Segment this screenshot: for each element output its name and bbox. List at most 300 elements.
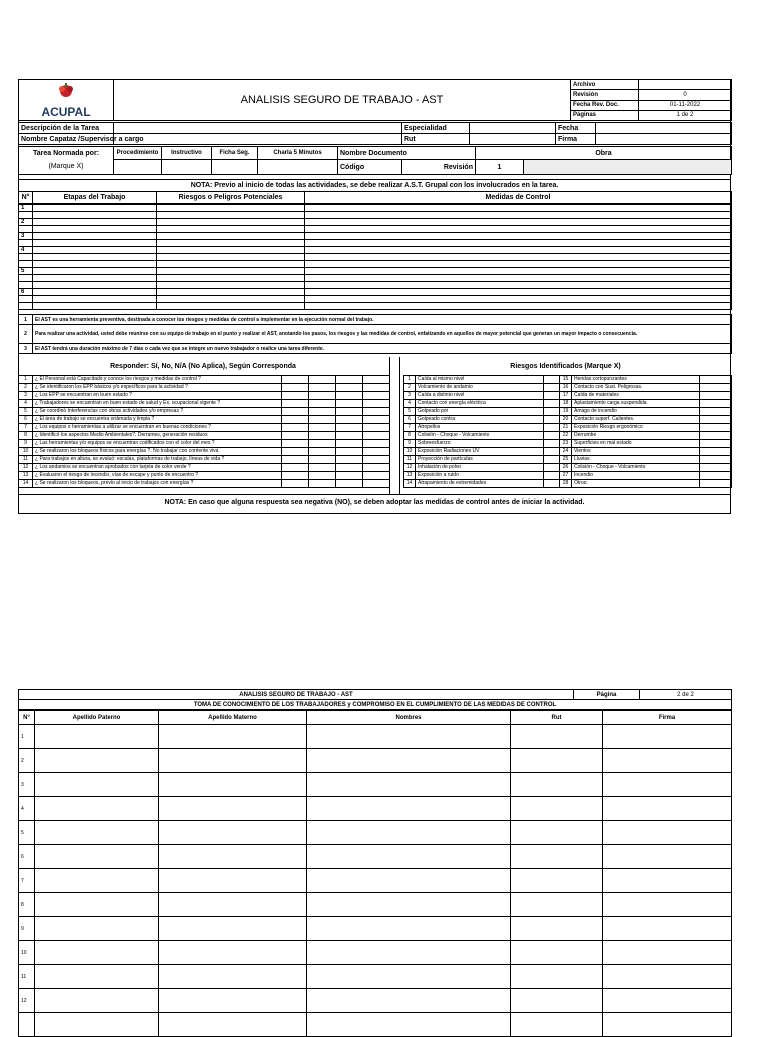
- medida-field[interactable]: [305, 226, 732, 233]
- worker-firma-field[interactable]: [603, 941, 732, 965]
- riesgo-field[interactable]: [157, 205, 305, 212]
- col-header-apellido-materno: Apellido Materno: [159, 711, 307, 725]
- field-obra[interactable]: [524, 160, 732, 175]
- answer-cell[interactable]: [309, 416, 336, 424]
- worker-row: [19, 773, 732, 797]
- answer-cell[interactable]: [336, 440, 363, 448]
- etapa-number: [19, 261, 33, 268]
- answer-cell[interactable]: [363, 456, 390, 464]
- risk-check[interactable]: [544, 432, 560, 440]
- worker-rut-field[interactable]: [511, 965, 603, 989]
- risk-label: Superficies en mal estado: [572, 440, 700, 448]
- answer-cell[interactable]: [336, 384, 363, 392]
- worker-rut-field[interactable]: [511, 773, 603, 797]
- risk-check[interactable]: [700, 400, 732, 408]
- medida-field[interactable]: [305, 282, 732, 289]
- field-firma[interactable]: [596, 134, 732, 145]
- answer-cell[interactable]: [309, 392, 336, 400]
- answer-cell[interactable]: [309, 384, 336, 392]
- etapa-field[interactable]: [33, 205, 157, 212]
- worker-row: [19, 941, 732, 965]
- answer-cell[interactable]: [363, 376, 390, 384]
- worker-firma-field[interactable]: [603, 965, 732, 989]
- risk-row: [404, 480, 732, 488]
- nota-final: NOTA: En caso que alguna respuesta sea negativa (NO), se deben adoptar las medidas de control antes de iniciar la actividad.: [18, 494, 731, 515]
- worker-rut-field[interactable]: [511, 845, 603, 869]
- worker-nombres-field[interactable]: [307, 965, 511, 989]
- etapa-field[interactable]: [33, 275, 157, 282]
- risk-number: 27: [560, 472, 572, 480]
- risk-label: Atrapamiento de extremidades: [416, 480, 544, 488]
- worker-apellido-paterno-field[interactable]: [35, 893, 159, 917]
- answer-cell[interactable]: [282, 448, 309, 456]
- worker-firma-field[interactable]: [603, 773, 732, 797]
- risk-label: Proyección de partículas: [416, 456, 544, 464]
- worker-apellido-paterno-field[interactable]: [35, 797, 159, 821]
- answer-cell[interactable]: [336, 456, 363, 464]
- worker-firma-field[interactable]: [603, 821, 732, 845]
- field-especialidad[interactable]: [470, 123, 556, 134]
- question-number: 5: [19, 408, 33, 416]
- responder-title: Responder: Sí, No, N/A (No Aplica), Según Corresponda: [110, 363, 296, 370]
- note-number: 3: [19, 344, 33, 354]
- worker-nombres-field[interactable]: [307, 989, 511, 1013]
- riesgo-field[interactable]: [157, 282, 305, 289]
- answer-cell[interactable]: [282, 400, 309, 408]
- risk-number: 4: [404, 400, 416, 408]
- worker-firma-field[interactable]: [603, 797, 732, 821]
- worker-number: 3: [19, 773, 35, 797]
- col-header-nombres: Nombres: [307, 711, 511, 725]
- medida-field[interactable]: [305, 247, 732, 254]
- worker-apellido-materno-field[interactable]: [159, 773, 307, 797]
- answer-cell[interactable]: [309, 424, 336, 432]
- answer-cell[interactable]: [282, 472, 309, 480]
- risk-number: 6: [404, 416, 416, 424]
- worker-firma-field[interactable]: [603, 917, 732, 941]
- etapa-number: 2: [19, 219, 33, 226]
- question-text: ¿ Se coordinó Interferencias con obras actividades y/o empresas ?: [33, 408, 282, 416]
- risk-check[interactable]: [544, 376, 560, 384]
- page2-title: ANALISIS SEGURO DE TRABAJO - AST: [19, 690, 574, 700]
- answer-cell[interactable]: [309, 400, 336, 408]
- answer-cell[interactable]: [363, 416, 390, 424]
- riesgo-field[interactable]: [157, 233, 305, 240]
- page2-table: [18, 710, 732, 1037]
- answer-cell[interactable]: [336, 400, 363, 408]
- risk-check[interactable]: [544, 480, 560, 488]
- worker-nombres-field[interactable]: [307, 893, 511, 917]
- medida-field[interactable]: [305, 254, 732, 261]
- risk-label: Sobreesfuerzo: [416, 440, 544, 448]
- answer-cell[interactable]: [309, 464, 336, 472]
- question-row: [19, 456, 390, 464]
- question-row: [19, 392, 390, 400]
- risk-check[interactable]: [700, 424, 732, 432]
- etapa-number: [19, 303, 33, 310]
- risk-label: Otros:: [572, 480, 700, 488]
- worker-apellido-materno-field[interactable]: [159, 1013, 307, 1037]
- answer-cell[interactable]: [336, 416, 363, 424]
- etapas-body: [18, 204, 732, 310]
- document-title: ANALISIS SEGURO DE TRABAJO - AST: [114, 80, 571, 121]
- answer-cell[interactable]: [336, 408, 363, 416]
- worker-apellido-materno-field[interactable]: [159, 869, 307, 893]
- riesgo-field[interactable]: [157, 240, 305, 247]
- riesgo-field[interactable]: [157, 289, 305, 296]
- risk-check[interactable]: [700, 480, 732, 488]
- worker-nombres-field[interactable]: [307, 1013, 511, 1037]
- answer-cell[interactable]: [363, 384, 390, 392]
- acupal-logo-icon: [51, 83, 81, 101]
- answer-cell[interactable]: [282, 376, 309, 384]
- header-table: [18, 79, 732, 121]
- worker-apellido-paterno-field[interactable]: [35, 845, 159, 869]
- answer-cell[interactable]: [363, 432, 390, 440]
- etapa-field[interactable]: [33, 303, 157, 310]
- answer-cell[interactable]: [336, 424, 363, 432]
- risk-row: [404, 464, 732, 472]
- risk-check[interactable]: [544, 392, 560, 400]
- worker-rut-field[interactable]: [511, 1013, 603, 1037]
- worker-apellido-materno-field[interactable]: [159, 965, 307, 989]
- answer-cell[interactable]: [336, 392, 363, 400]
- risk-row: [404, 416, 732, 424]
- worker-apellido-paterno-field[interactable]: [35, 917, 159, 941]
- check-ficha-seg[interactable]: [212, 160, 258, 175]
- risk-number: 25: [560, 456, 572, 464]
- etapa-number: 4: [19, 247, 33, 254]
- riesgo-field[interactable]: [157, 296, 305, 303]
- medida-field[interactable]: [305, 268, 732, 275]
- risk-number: 2: [404, 384, 416, 392]
- label-firma: Firma: [556, 134, 596, 145]
- riesgo-field[interactable]: [157, 275, 305, 282]
- risk-row: [404, 408, 732, 416]
- worker-apellido-materno-field[interactable]: [159, 821, 307, 845]
- question-row: [19, 480, 390, 488]
- risk-number: 11: [404, 456, 416, 464]
- answer-cell[interactable]: [309, 432, 336, 440]
- worker-number: 6: [19, 845, 35, 869]
- question-number: 12: [19, 464, 33, 472]
- worker-rut-field[interactable]: [511, 917, 603, 941]
- risk-check[interactable]: [544, 424, 560, 432]
- risk-number: 1: [404, 376, 416, 384]
- page2-pagina-value: 2 de 2: [640, 690, 732, 700]
- answer-cell[interactable]: [309, 448, 336, 456]
- worker-apellido-paterno-field[interactable]: [35, 965, 159, 989]
- etapas-header-medidas: Medidas de Control: [305, 192, 732, 204]
- label-especialidad: Especialidad: [402, 123, 470, 134]
- worker-nombres-field[interactable]: [307, 797, 511, 821]
- etapa-field[interactable]: [33, 233, 157, 240]
- worker-apellido-materno-field[interactable]: [159, 989, 307, 1013]
- note-text: El AST es una herramienta preventiva, destinada a conocer los riesgos y medidas de control a implementar en la ejecución normal del trabajo.: [33, 315, 732, 325]
- worker-rut-field[interactable]: [511, 869, 603, 893]
- worker-nombres-field[interactable]: [307, 869, 511, 893]
- answer-cell[interactable]: [309, 376, 336, 384]
- risk-check[interactable]: [700, 464, 732, 472]
- answer-cell[interactable]: [363, 392, 390, 400]
- field-fecha[interactable]: [596, 123, 732, 134]
- logo: [19, 80, 114, 121]
- col-header-n: N°: [19, 711, 35, 725]
- meta-value-fecha-rev: 01-11-2022: [639, 100, 732, 110]
- risk-row: [404, 424, 732, 432]
- question-number: 1: [19, 376, 33, 384]
- etapa-field[interactable]: [33, 282, 157, 289]
- risk-number: 18: [560, 400, 572, 408]
- riesgo-field[interactable]: [157, 219, 305, 226]
- etapa-field[interactable]: [33, 268, 157, 275]
- question-text: ¿ Los andamios se encuentran aprobados con tarjeta de color verde ?: [33, 464, 282, 472]
- worker-nombres-field[interactable]: [307, 821, 511, 845]
- answer-cell[interactable]: [282, 432, 309, 440]
- etapa-field[interactable]: [33, 254, 157, 261]
- worker-row: [19, 1013, 732, 1037]
- etapas-header-etapas: Etapas del Trabajo: [33, 192, 157, 204]
- etapa-number: [19, 254, 33, 261]
- riesgo-field[interactable]: [157, 268, 305, 275]
- worker-nombres-field[interactable]: [307, 725, 511, 749]
- answer-cell[interactable]: [336, 464, 363, 472]
- worker-apellido-materno-field[interactable]: [159, 941, 307, 965]
- answer-cell[interactable]: [336, 432, 363, 440]
- label-tarea-normada: Tarea Normada por:: [19, 147, 114, 160]
- worker-apellido-paterno-field[interactable]: [35, 773, 159, 797]
- answer-cell[interactable]: [336, 472, 363, 480]
- medida-field[interactable]: [305, 233, 732, 240]
- risk-number: 22: [560, 432, 572, 440]
- answer-cell[interactable]: [309, 440, 336, 448]
- worker-apellido-paterno-field[interactable]: [35, 821, 159, 845]
- risk-row: [404, 392, 732, 400]
- check-procedimiento[interactable]: [114, 160, 162, 175]
- worker-apellido-materno-field[interactable]: [159, 845, 307, 869]
- worker-nombres-field[interactable]: [307, 845, 511, 869]
- answer-cell[interactable]: [363, 424, 390, 432]
- question-text: ¿ El área de trabajo se encuentra ordenada y limpia ?: [33, 416, 282, 424]
- field-descripcion[interactable]: [114, 123, 402, 134]
- worker-apellido-materno-field[interactable]: [159, 749, 307, 773]
- medida-field[interactable]: [305, 219, 732, 226]
- risk-check[interactable]: [544, 400, 560, 408]
- answer-cell[interactable]: [282, 384, 309, 392]
- risk-check[interactable]: [700, 416, 732, 424]
- page2-header: [18, 689, 732, 710]
- medida-field[interactable]: [305, 240, 732, 247]
- answer-cell[interactable]: [309, 408, 336, 416]
- answer-cell[interactable]: [282, 392, 309, 400]
- worker-firma-field[interactable]: [603, 1013, 732, 1037]
- medida-field[interactable]: [305, 205, 732, 212]
- riesgo-field[interactable]: [157, 212, 305, 219]
- risk-check[interactable]: [544, 448, 560, 456]
- etapa-field[interactable]: [33, 289, 157, 296]
- risk-label: Aplastamiento carga suspendida: [572, 400, 700, 408]
- worker-apellido-materno-field[interactable]: [159, 893, 307, 917]
- etapa-field[interactable]: [33, 240, 157, 247]
- worker-firma-field[interactable]: [603, 749, 732, 773]
- worker-number: 10: [19, 941, 35, 965]
- riesgo-field[interactable]: [157, 226, 305, 233]
- risks-table: [403, 375, 732, 488]
- question-row: [19, 472, 390, 480]
- etapa-field[interactable]: [33, 212, 157, 219]
- risk-check[interactable]: [544, 456, 560, 464]
- risk-number: 15: [560, 376, 572, 384]
- riesgo-field[interactable]: [157, 261, 305, 268]
- worker-apellido-materno-field[interactable]: [159, 797, 307, 821]
- risk-check[interactable]: [700, 456, 732, 464]
- check-charla[interactable]: [258, 160, 338, 175]
- risk-label: Contacto con Sust. Peligrosas.: [572, 384, 700, 392]
- medida-field[interactable]: [305, 289, 732, 296]
- answer-cell[interactable]: [309, 456, 336, 464]
- risk-check[interactable]: [544, 464, 560, 472]
- field-capataz[interactable]: [114, 134, 402, 145]
- worker-apellido-paterno-field[interactable]: [35, 749, 159, 773]
- etapa-field[interactable]: [33, 261, 157, 268]
- worker-firma-field[interactable]: [603, 893, 732, 917]
- answer-cell[interactable]: [282, 424, 309, 432]
- riesgo-field[interactable]: [157, 303, 305, 310]
- answer-cell[interactable]: [282, 480, 309, 488]
- note-number: 1: [19, 315, 33, 325]
- medida-field[interactable]: [305, 275, 732, 282]
- worker-apellido-paterno-field[interactable]: [35, 869, 159, 893]
- medida-field[interactable]: [305, 296, 732, 303]
- risk-check[interactable]: [700, 448, 732, 456]
- etapa-number: 6: [19, 289, 33, 296]
- answer-cell[interactable]: [336, 376, 363, 384]
- answer-cell[interactable]: [363, 472, 390, 480]
- worker-row: [19, 821, 732, 845]
- notes-table: [18, 314, 732, 354]
- risk-check[interactable]: [544, 408, 560, 416]
- risk-check[interactable]: [544, 416, 560, 424]
- risk-check[interactable]: [700, 440, 732, 448]
- answer-cell[interactable]: [363, 440, 390, 448]
- answer-cell[interactable]: [309, 480, 336, 488]
- risk-row: [404, 440, 732, 448]
- answer-cell[interactable]: [282, 408, 309, 416]
- worker-nombres-field[interactable]: [307, 941, 511, 965]
- risk-row: [404, 472, 732, 480]
- etapa-field[interactable]: [33, 219, 157, 226]
- risk-number: 5: [404, 408, 416, 416]
- risk-label: Colisión - Choque - Volcamiento: [572, 464, 700, 472]
- field-rut[interactable]: [470, 134, 556, 145]
- worker-row: [19, 917, 732, 941]
- worker-row: [19, 749, 732, 773]
- answer-cell[interactable]: [336, 480, 363, 488]
- check-instructivo[interactable]: [162, 160, 212, 175]
- risk-check[interactable]: [700, 392, 732, 400]
- answer-cell[interactable]: [282, 456, 309, 464]
- worker-nombres-field[interactable]: [307, 773, 511, 797]
- answer-cell[interactable]: [363, 408, 390, 416]
- risk-number: 17: [560, 392, 572, 400]
- risk-check[interactable]: [700, 376, 732, 384]
- answer-cell[interactable]: [363, 400, 390, 408]
- risk-check[interactable]: [700, 384, 732, 392]
- question-row: [19, 384, 390, 392]
- risk-check[interactable]: [700, 432, 732, 440]
- worker-firma-field[interactable]: [603, 989, 732, 1013]
- worker-number: 8: [19, 893, 35, 917]
- risk-check[interactable]: [544, 384, 560, 392]
- worker-number: 4: [19, 797, 35, 821]
- etapa-number: [19, 275, 33, 282]
- worker-apellido-paterno-field[interactable]: [35, 989, 159, 1013]
- worker-apellido-materno-field[interactable]: [159, 725, 307, 749]
- riesgo-field[interactable]: [157, 247, 305, 254]
- worker-rut-field[interactable]: [511, 989, 603, 1013]
- answer-cell[interactable]: [336, 448, 363, 456]
- answer-cell[interactable]: [282, 440, 309, 448]
- answer-cell[interactable]: [282, 416, 309, 424]
- worker-nombres-field[interactable]: [307, 749, 511, 773]
- answer-cell[interactable]: [363, 448, 390, 456]
- risk-check[interactable]: [544, 440, 560, 448]
- answer-cell[interactable]: [282, 464, 309, 472]
- medida-field[interactable]: [305, 212, 732, 219]
- worker-row: [19, 725, 732, 749]
- answer-cell[interactable]: [363, 464, 390, 472]
- worker-firma-field[interactable]: [603, 725, 732, 749]
- risk-label: Volcamiento de andamio: [416, 384, 544, 392]
- question-number: 4: [19, 400, 33, 408]
- worker-nombres-field[interactable]: [307, 917, 511, 941]
- worker-number: 5: [19, 821, 35, 845]
- worker-apellido-materno-field[interactable]: [159, 917, 307, 941]
- worker-apellido-paterno-field[interactable]: [35, 1013, 159, 1037]
- col-header-firma: Firma: [603, 711, 732, 725]
- risk-label: Contacto superf. Calientes.: [572, 416, 700, 424]
- answer-cell[interactable]: [309, 472, 336, 480]
- risk-check[interactable]: [544, 472, 560, 480]
- medida-field[interactable]: [305, 303, 732, 310]
- worker-apellido-paterno-field[interactable]: [35, 941, 159, 965]
- worker-rut-field[interactable]: [511, 821, 603, 845]
- worker-apellido-paterno-field[interactable]: [35, 725, 159, 749]
- risk-row: [404, 400, 732, 408]
- risk-row: [404, 384, 732, 392]
- risk-check[interactable]: [700, 408, 732, 416]
- worker-firma-field[interactable]: [603, 869, 732, 893]
- etapa-field[interactable]: [33, 226, 157, 233]
- worker-firma-field[interactable]: [603, 845, 732, 869]
- question-row: [19, 464, 390, 472]
- worker-rut-field[interactable]: [511, 749, 603, 773]
- worker-rut-field[interactable]: [511, 941, 603, 965]
- riesgo-field[interactable]: [157, 254, 305, 261]
- worker-rut-field[interactable]: [511, 797, 603, 821]
- medida-field[interactable]: [305, 261, 732, 268]
- risk-row: [404, 432, 732, 440]
- etapa-field[interactable]: [33, 296, 157, 303]
- question-text: ¿ Se realizaron los bloqueos físicos para energías ?. No trabajar con corriente viva: [33, 448, 282, 456]
- etapa-field[interactable]: [33, 247, 157, 254]
- worker-rut-field[interactable]: [511, 893, 603, 917]
- risk-label: Exposición Riesgo ergonómico: [572, 424, 700, 432]
- risk-check[interactable]: [700, 472, 732, 480]
- worker-rut-field[interactable]: [511, 725, 603, 749]
- answer-cell[interactable]: [363, 480, 390, 488]
- risk-row: [404, 448, 732, 456]
